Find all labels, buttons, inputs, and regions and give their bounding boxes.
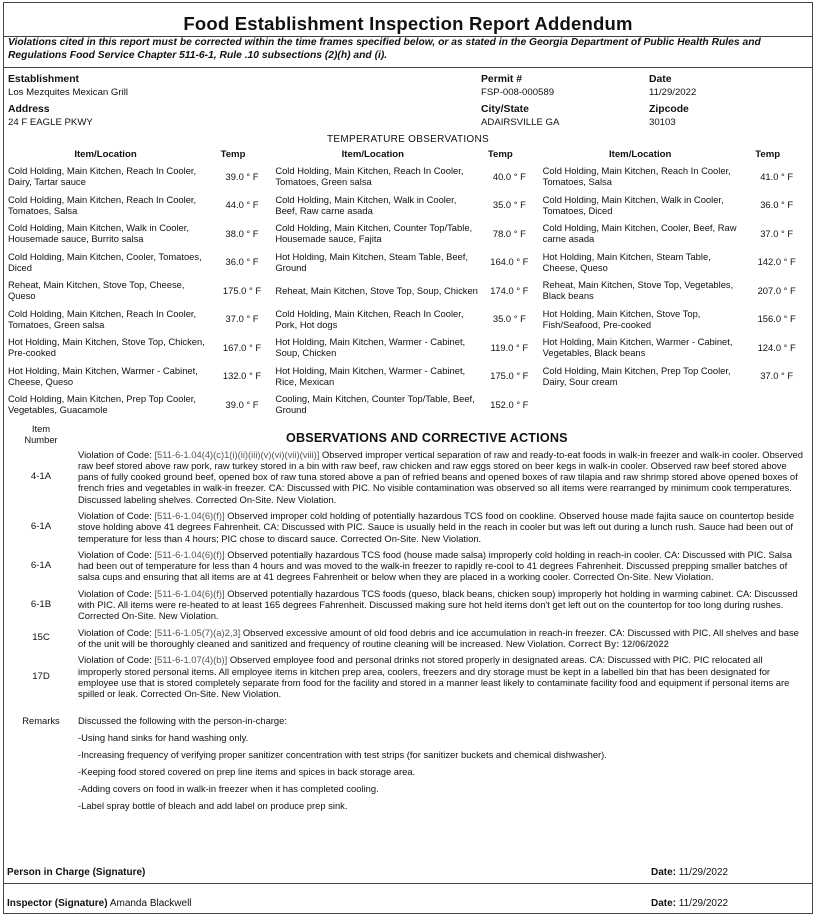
establishment-info [4,68,812,128]
remarks-section [4,715,812,817]
temperature-row [543,248,810,277]
temperature-row [543,162,810,191]
temperature-item: Hot Holding, Main Kitchen, Steam Table, Cheese, Queso [542,250,711,273]
temperature-column [8,147,275,419]
remark-line: -Adding covers on food in walk-in freezer when it has completed cooling. [78,783,379,795]
violation-code: [511-6-1.05(7)(a)2,3] [154,626,241,638]
temperature-value: 37.0 ° F [760,227,794,239]
violation-description: Observed employee food and personal drinks not stored properly in designated areas. CA: Discussed with PIC. PIC relocated all improperly stored personal items. All employee items in kitchen prep area, coolers, freezers and dry storage must be kept in a labelled bin that has been designated for employee use that is stored completely separate from food for the facility and stored in a manner least likely to contaminate facility food and equipment if personal items are spilled or leak. Corrected On-Site. New Violation. [78,654,790,700]
address-value: 24 F EAGLE PKWY [8,117,93,128]
temperature-item: Reheat, Main Kitchen, Stove Top, Soup, Chicken [275,284,478,296]
temp-header: Temp [220,149,246,160]
item-location-header: Item/Location [608,149,672,160]
violation-prefix: Violation of Code: [78,448,155,460]
item-location-header: Item/Location [74,149,137,160]
zip-value: 30103 [649,117,676,128]
violation-item [4,654,812,699]
remark-line: Discussed the following with the person-in-charge: [78,715,287,727]
temperature-item: Hot Holding, Main Kitchen, Warmer - Cabinet, Soup, Chicken [275,336,466,359]
violation-prefix: Violation of Code: [78,509,155,521]
temperature-row [8,333,275,362]
violation-text [78,627,806,650]
violation-prefix: Violation of Code: [78,654,155,666]
temperature-item: Cold Holding, Main Kitchen, Counter Top/Table, Housemade sauce, Fajita [275,222,473,245]
temperature-value: 132.0 ° F [222,370,262,382]
temperature-item: Cold Holding, Main Kitchen, Prep Top Cooler, Dairy, Sour cream [542,364,731,387]
observations-title: OBSERVATIONS AND CORRECTIVE ACTIONS [286,430,568,445]
temperature-row [8,276,275,305]
temperature-column [543,147,810,419]
temperature-item: Reheat, Main Kitchen, Stove Top, Cheese, Queso [8,279,185,302]
violation-number: 6-1A [30,560,52,572]
temperature-item: Cold Holding, Main Kitchen, Reach In Cooler, Tomatoes, Green salsa [275,165,464,188]
temperature-row [543,276,810,305]
violation-text [78,449,806,505]
temperature-row [275,162,542,191]
temperature-item: Hot Holding, Main Kitchen, Warmer - Cabinet, Cheese, Queso [8,364,198,387]
temperature-item: Cold Holding, Main Kitchen, Walk in Cooler, Beef, Raw carne asada [275,193,457,216]
report-title: Food Establishment Inspection Report Addendum [183,13,633,34]
temperature-row [275,390,542,419]
temperature-value: 35.0 ° F [492,199,526,211]
temperature-item: Cold Holding, Main Kitchen, Reach In Cooler, Tomatoes, Salsa [8,193,197,216]
temperature-row [8,162,275,191]
violation-correct-by: Correct By: 12/06/2022 [568,637,669,649]
temperature-row [275,362,542,391]
temperature-value: 152.0 ° F [490,398,529,410]
inspector-signature-label: Inspector (Signature) [7,898,108,909]
citystate-label: City/State [481,104,529,115]
temperature-item: Hot Holding, Main Kitchen, Stove Top, Chicken, Pre-cooked [8,336,205,359]
violation-number: 15C [32,632,50,644]
temperature-row [275,276,542,305]
temperature-value: 39.0 ° F [225,398,259,410]
violation-item [4,510,812,544]
pic-date-value: 11/29/2022 [678,867,729,878]
violation-number: 6-1A [30,521,52,533]
temperature-row [8,305,275,334]
temperature-value: 37.0 ° F [225,313,259,325]
temperature-value: 41.0 ° F [760,170,794,182]
temperature-row [8,248,275,277]
item-location-header: Item/Location [341,149,405,160]
item-number-label: Item Number [24,422,58,445]
zip-label: Zipcode [649,104,689,115]
temperature-title: TEMPERATURE OBSERVATIONS [326,134,490,145]
intro-notice: Violations cited in this report must be corrected within the time frames specified below, or as stated in the Georgia Department of Public Health Rules and Regulations Food Service Chapter 511-6-1, Rule .10 subsections (2)(h) and (i). [4,36,812,68]
temperature-value: 36.0 ° F [760,199,794,211]
temperature-item: Cooling, Main Kitchen, Counter Top/Table, Beef, Ground [275,393,475,416]
temperature-grid [4,147,812,419]
violation-prefix: Violation of Code: [78,548,155,560]
temperature-column-header [275,147,542,162]
temperature-value: 167.0 ° F [222,341,262,353]
temperature-row [8,219,275,248]
temperature-value: 39.0 ° F [225,170,259,182]
citystate-value: ADAIRSVILLE GA [481,117,560,128]
permit-value: FSP-008-000589 [481,87,555,98]
temperature-row [543,305,810,334]
violation-description: Observed potentially hazardous TCS foods (queso, black beans, chicken soup) improperly hot holding in warming cabinet. CA: Discussed with PIC. All items were re-heated to at least 165 degrees Fahrenheit. Discussed making sure hot held items don't get left out on the countertop for too long during rushes. Corrected On-Site. New Violation. [78,587,798,622]
temperature-item: Cold Holding, Main Kitchen, Cooler, Tomatoes, Diced [8,250,202,273]
violation-item [4,627,812,650]
violation-text [78,549,806,583]
violation-code: [511-6-1.04(6)(f)] [154,548,225,560]
temperature-item: Cold Holding, Main Kitchen, Reach In Cooler, Tomatoes, Salsa [542,165,731,188]
establishment-value: Los Mezquites Mexican Grill [8,87,128,98]
pic-signature-label: Person in Charge (Signature) [7,867,146,878]
temperature-row [543,219,810,248]
temperature-value: 174.0 ° F [490,284,529,296]
violation-code: [511-6-1.04(6)(f)] [154,509,225,521]
inspector-date-value: 11/29/2022 [678,898,729,909]
temperature-item: Cold Holding, Main Kitchen, Cooler, Beef, Raw carne asada [542,222,737,245]
inspector-signature [7,898,192,909]
remarks-body [78,715,607,817]
temperature-item: Cold Holding, Main Kitchen, Reach In Cooler, Dairy, Tartar sauce [8,165,197,188]
temperature-row [275,305,542,334]
inspector-date-label: Date: [651,898,677,909]
remark-line: -Using hand sinks for hand washing only. [78,732,249,744]
violation-prefix: Violation of Code: [78,626,155,638]
temperature-value: 37.0 ° F [760,370,794,382]
temperature-value: 175.0 ° F [490,370,529,382]
temperature-value: 142.0 ° F [757,256,796,268]
violation-description: Observed excessive amount of old food debris and ice accumulation in reach-in freezer. CA: Discussed with PIC. All shelves and base of the unit will be thoroughly cleaned and sanitized and frequency of routine cleaning will be increased. New Violation. [78,626,799,649]
remark-line: -Label spray bottle of bleach and add label on produce prep sink. [78,800,348,812]
temperature-value: 38.0 ° F [225,227,259,239]
temperature-item: Reheat, Main Kitchen, Stove Top, Vegetables, Black beans [542,279,734,302]
temperature-item: Hot Holding, Main Kitchen, Stove Top, Fish/Seafood, Pre-cooked [542,307,701,330]
temperature-item: Hot Holding, Main Kitchen, Warmer - Cabinet, Vegetables, Black beans [542,336,733,359]
inspector-name: Amanda Blackwell [109,898,192,909]
temperature-item: Cold Holding, Main Kitchen, Reach In Cooler, Tomatoes, Green salsa [8,307,197,330]
temperature-row [543,362,810,391]
permit-label: Permit # [481,74,523,85]
establishment-label: Establishment [8,74,80,85]
temperature-row [275,248,542,277]
temperature-row [275,219,542,248]
temperature-row [8,390,275,419]
temperature-row [8,191,275,220]
violation-number: 4-1A [30,471,52,483]
temperature-row [275,333,542,362]
temperature-value: 40.0 ° F [492,170,526,182]
observations-header [4,421,812,449]
violation-prefix: Violation of Code: [78,587,155,599]
temperature-value: 36.0 ° F [225,256,259,268]
temperature-row [543,191,810,220]
date-value: 11/29/2022 [649,87,697,98]
temperature-item: Hot Holding, Main Kitchen, Steam Table, Beef, Ground [275,250,468,273]
temperature-item: Hot Holding, Main Kitchen, Warmer - Cabinet, Rice, Mexican [275,364,466,387]
temperature-column [275,147,542,419]
violation-text [78,654,806,699]
temp-header: Temp [755,149,781,160]
temperature-value: 124.0 ° F [757,341,796,353]
remarks-label: Remarks [22,715,60,727]
temperature-value: 119.0 ° F [490,341,529,353]
date-label: Date [649,74,672,85]
violation-code: [511-6-1.04(6)(f)] [154,587,225,599]
address-label: Address [8,104,50,115]
temperature-value: 78.0 ° F [492,227,526,239]
temp-header: Temp [487,149,513,160]
violation-description: Observed improper vertical separation of raw and ready-to-eat foods in walk-in freezer and walk-in cooler. Observed raw beef stored above raw pork, raw turkey stored in a bin with raw beef, raw chicken and raw eggs stored on beer kegs in walk-in cooler. Observed raw beef stored above pans of fully cooked ground beef, opened box of raw tuna stored above a pan of refried beans and opened boxes of raw tilapia and raw shrimp stored above opened boxes of french fries and vegetables in walk-in freezer. CA: Discussed with PIC. No visible contamination was observed so all items were rearranged by minimum cook temperatures. Discussed labeling shelves. Corrected On-Site. New Violation. [78,448,803,505]
temperature-value: 35.0 ° F [492,313,526,325]
temperature-value: 175.0 ° F [222,284,262,296]
temperature-item: Cold Holding, Main Kitchen, Reach In Cooler, Pork, Hot dogs [275,307,464,330]
violation-text [78,588,806,622]
violation-item [4,449,812,505]
violation-number: 6-1B [30,599,52,611]
violation-code: [511-6-1.07(4)(b)] [154,654,228,666]
temperature-column-header [8,147,275,162]
temperature-item: Cold Holding, Main Kitchen, Walk in Cooler, Housemade sauce, Burrito salsa [8,222,189,245]
temperature-row [275,191,542,220]
violation-text [78,510,806,544]
report-page [3,2,813,914]
remark-line: -Keeping food stored covered on prep line items and spices in back storage area. [78,766,416,778]
pic-signature [7,867,145,878]
violations-list [4,449,812,700]
pic-date-label: Date: [651,867,677,878]
violation-item [4,588,812,622]
temperature-row [543,333,810,362]
inspector-date [651,898,728,909]
violation-description: Observed potentially hazardous TCS food (house made salsa) improperly cold holding in reach-in cooler. CA: Discussed with PIC. Salsa had been out of temperature for less than 4 hours and was moved to the walk-in freezer to rapidly re-cool to 41 degrees Fahrenheit. Discussed prepping smaller batches of salsa cups and ensuring that all items are at 41 degrees Fahrenheit or below when they are placed in a working cooler. Corrected On-Site. New Violation. [78,548,792,583]
temperature-item: Cold Holding, Main Kitchen, Walk in Cooler, Tomatoes, Diced [542,193,724,216]
temperature-value: 156.0 ° F [757,313,796,325]
temperature-item: Cold Holding, Main Kitchen, Prep Top Cooler, Vegetables, Guacamole [8,393,196,416]
violation-code: [511-6-1.04(4)(c)1(i)(ii)(iii)(v)(vi)(vii)(viii)] [154,448,320,460]
violation-item [4,549,812,583]
temperature-column-header [543,147,810,162]
signature-divider [4,883,812,884]
temperature-row [8,362,275,391]
violation-number: 17D [32,671,50,683]
pic-date [651,867,728,878]
temperature-value: 207.0 ° F [757,284,796,296]
temperature-value: 164.0 ° F [490,256,529,268]
temperature-value: 44.0 ° F [225,199,259,211]
violation-description: Observed improper cold holding of potentially hazardous TCS food on cookline. Observed house made fajita sauce on countertop beside stove holding above 41 degrees Fahrenheit. CA: Discussed with PIC. Sauce is usually held in the reach in cooler but was left out during a lunch rush. Sauce had been out of temperature for less than 4 hours; PIC chose to discard sauce. Corrected On-Site. New Violation. [78,509,795,544]
remark-line: -Increasing frequency of verifying proper sanitizer concentration with test strips (for sanitizer buckets and chemical dishwasher). [78,749,607,761]
